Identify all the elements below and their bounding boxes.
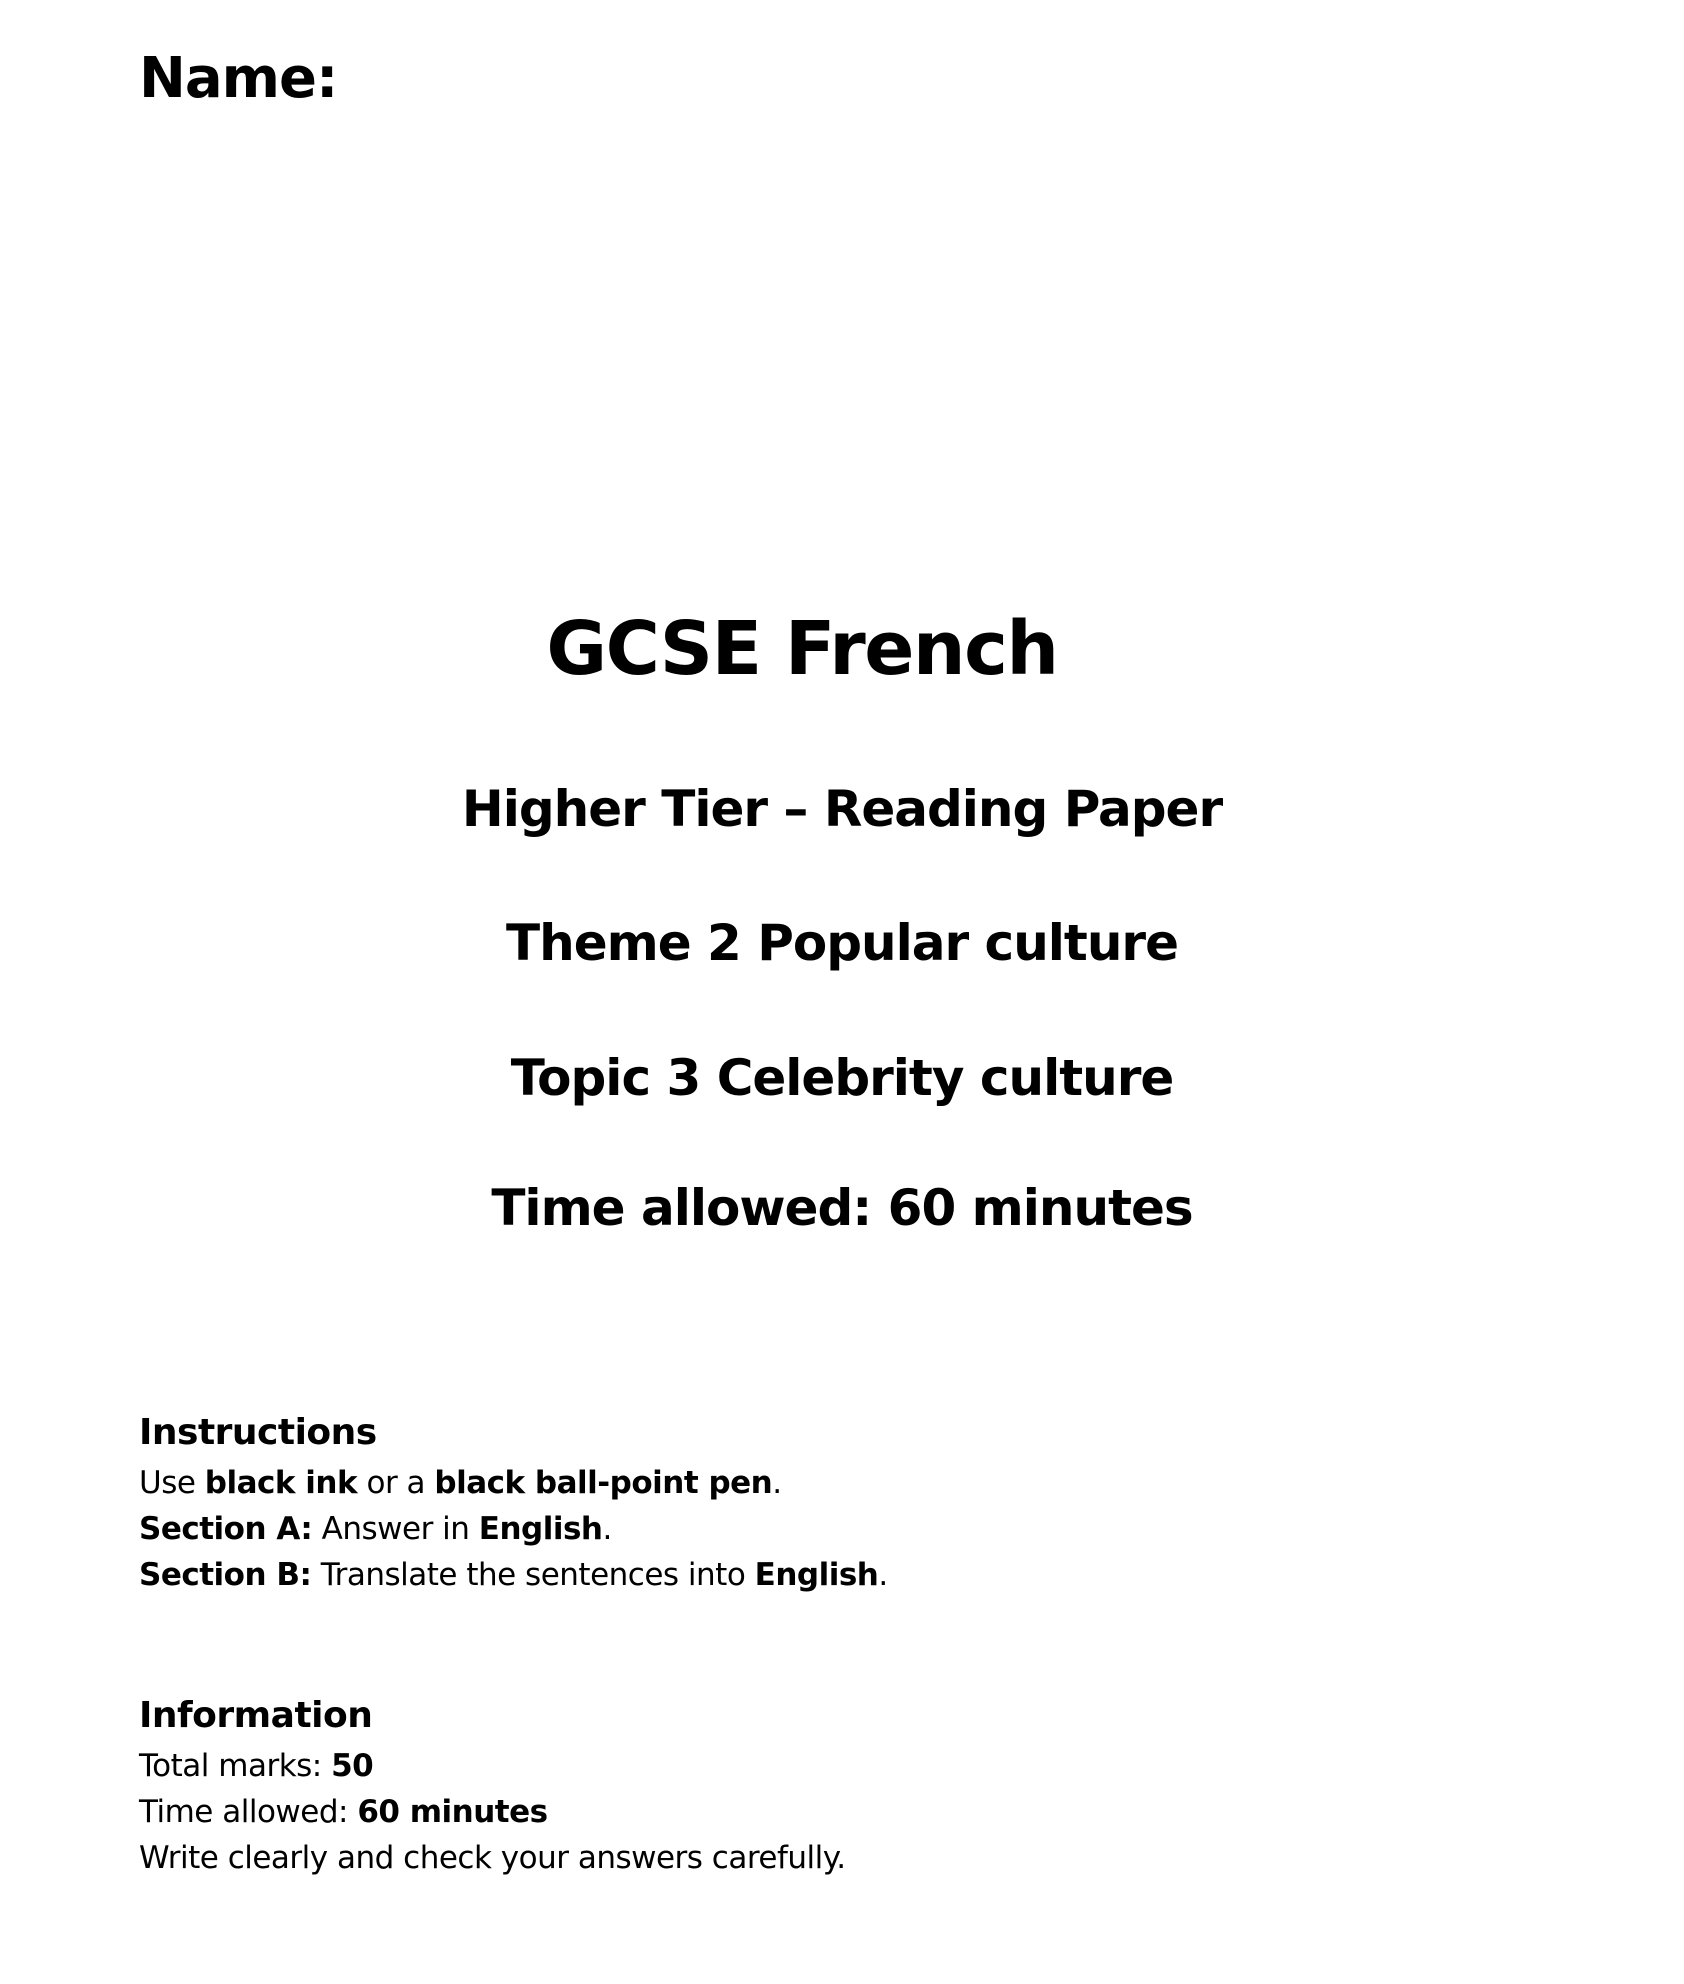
emphasis: English xyxy=(754,1557,879,1593)
time-subtitle: Time allowed: 60 minutes xyxy=(491,1179,1193,1237)
emphasis: 50 xyxy=(331,1748,374,1784)
text: . xyxy=(878,1557,888,1593)
text: Total marks: xyxy=(139,1748,332,1784)
theme-subtitle: Theme 2 Popular culture xyxy=(506,914,1178,972)
text: or a xyxy=(357,1465,435,1501)
emphasis: Section B: xyxy=(139,1557,312,1593)
info-total-marks xyxy=(139,1743,846,1789)
emphasis: black ink xyxy=(204,1465,358,1501)
information-section xyxy=(139,1691,846,1881)
instruction-section-b xyxy=(139,1552,888,1598)
instruction-section-a xyxy=(139,1506,888,1552)
instruction-ink xyxy=(139,1460,888,1506)
instructions-heading: Instructions xyxy=(139,1412,377,1453)
emphasis: Section A: xyxy=(139,1511,313,1547)
topic-subtitle: Topic 3 Celebrity culture xyxy=(510,1049,1174,1107)
text: Time allowed: xyxy=(139,1794,358,1830)
text: Answer in xyxy=(312,1511,479,1547)
paper-title: GCSE French xyxy=(546,606,1058,692)
text: . xyxy=(772,1465,782,1501)
info-time-allowed xyxy=(139,1789,846,1835)
instructions-section xyxy=(139,1408,888,1598)
text: Translate the sentences into xyxy=(311,1557,755,1593)
text: . xyxy=(602,1511,612,1547)
info-advice: Write clearly and check your answers carefully. xyxy=(139,1840,846,1876)
emphasis: 60 minutes xyxy=(357,1794,548,1830)
emphasis: black ball-point pen xyxy=(434,1465,773,1501)
tier-subtitle: Higher Tier – Reading Paper xyxy=(461,780,1223,838)
name-label: Name: xyxy=(139,46,338,111)
emphasis: English xyxy=(478,1511,603,1547)
information-heading: Information xyxy=(139,1695,373,1736)
text: Use xyxy=(139,1465,205,1501)
